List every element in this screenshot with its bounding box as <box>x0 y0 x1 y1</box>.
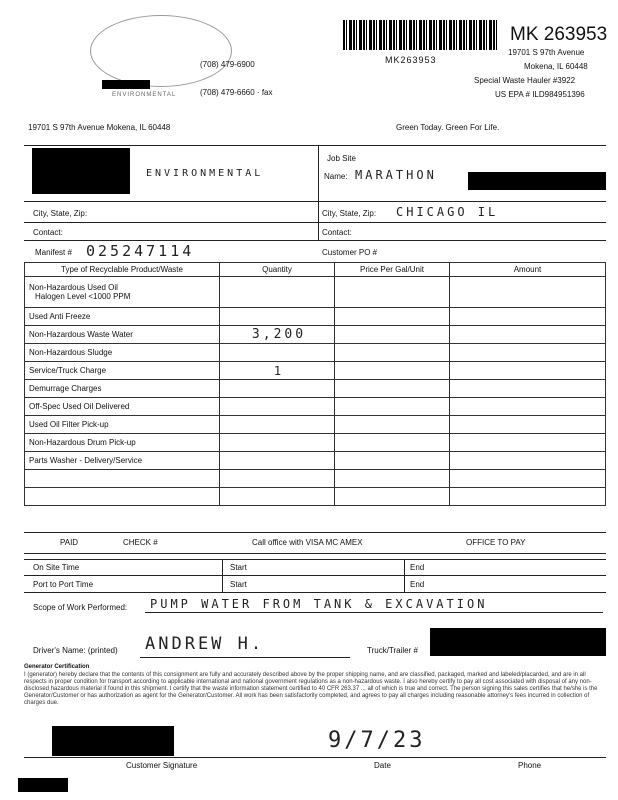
customer-signature-label: Customer Signature <box>126 761 198 770</box>
row-price <box>335 434 450 452</box>
divider <box>145 612 603 613</box>
table-row <box>25 434 606 452</box>
row-type: Used Anti Freeze <box>25 308 220 326</box>
certification-title: Generator Certification <box>24 664 90 670</box>
divider <box>24 757 606 758</box>
row-qty <box>220 277 335 308</box>
paid-label: PAID <box>60 538 79 547</box>
row-amount <box>450 326 606 344</box>
manifest-number: 025247114 <box>86 242 195 260</box>
driver-name: ANDREW H. <box>145 634 265 654</box>
address-city: Mokena, IL 60448 <box>524 62 588 71</box>
scope-label: Scope of Work Performed: <box>33 603 128 612</box>
divider <box>24 240 606 241</box>
divider <box>24 222 606 223</box>
row-qty: 3,200 <box>220 326 335 344</box>
logo-subtitle: ENVIRONMENTAL <box>112 92 177 98</box>
row-type-text: Non-Hazardous Used Oil <box>29 283 118 292</box>
row-price <box>335 380 450 398</box>
row-amount <box>450 488 606 506</box>
customer-po-label: Customer PO # <box>322 248 378 257</box>
redaction-block <box>18 778 68 792</box>
driver-label: Driver's Name: (printed) <box>33 646 118 655</box>
certification-text: I (generator) hereby declare that the contents of this consignment are fully and accurately described above by the proper shipping name, and are classified, packaged, marked and labeled/placarded, and are in all respects in proper condition for transport according to applicable international and national government regulations as a non-hazardous waste. I also hereby certify to pay all cost associated with disposal of any non-disclosed hazardous material if found in this shipment. I certify that the waste information statement certified to 40 CFR 263.37 ... all of which is true and correct. The person signing this sales certifies that he/she is the Generator/Customer or has authorization as agent for the Generator/Customer. All work has been satisfactorily completed, and agrees to pay all charges including reasonable attorney's fees incurred in collection of charges due. <box>24 672 598 706</box>
onsite-time-label: On Site Time <box>33 563 80 572</box>
fax-number: (708) 479-6660 · fax <box>200 88 273 97</box>
check-label: CHECK # <box>123 538 158 547</box>
customer-name: ENVIRONMENTAL <box>146 168 264 179</box>
office-to-pay-label: OFFICE TO PAY <box>466 538 526 547</box>
row-qty <box>220 398 335 416</box>
row-type: Non-Hazardous Sludge <box>25 344 220 362</box>
divider <box>140 657 350 658</box>
table-header-row <box>25 263 606 277</box>
onsite-end-label: End <box>410 563 425 572</box>
jobsite-title: Job Site <box>327 154 356 163</box>
date-label: Date <box>374 761 391 770</box>
divider <box>24 592 606 593</box>
port-end-label: End <box>410 580 425 589</box>
manifest-label: Manifest # <box>35 248 72 257</box>
table-row <box>25 326 606 344</box>
row-amount <box>450 380 606 398</box>
epa-number: US EPA # ILD984951396 <box>495 90 585 99</box>
barcode <box>343 20 498 50</box>
row-type: Non-Hazardous Waste Water <box>25 326 220 344</box>
col-amount-header: Amount <box>450 263 606 277</box>
redaction-block <box>102 80 150 89</box>
row-amount <box>450 434 606 452</box>
row-qty: 1 <box>220 362 335 380</box>
row-price <box>335 326 450 344</box>
row-price <box>335 362 450 380</box>
divider <box>318 145 319 240</box>
phone-number: (708) 479-6900 <box>200 60 255 69</box>
row-type <box>25 488 220 506</box>
col-type-header: Type of Recyclable Product/Waste <box>25 263 220 277</box>
redaction-block <box>32 148 130 194</box>
barcode-text: MK263953 <box>385 55 437 65</box>
row-amount <box>450 452 606 470</box>
tagline: Green Today. Green For Life. <box>396 123 500 132</box>
phone-label: Phone <box>518 761 542 770</box>
row-type <box>25 470 220 488</box>
row-amount <box>450 416 606 434</box>
truck-label: Truck/Trailer # <box>367 646 418 655</box>
row-qty <box>220 416 335 434</box>
customer-contact-label: Contact: <box>33 228 63 237</box>
row-price <box>335 277 450 308</box>
redaction-block <box>430 628 606 656</box>
row-price <box>335 398 450 416</box>
row-amount <box>450 277 606 308</box>
row-price <box>335 488 450 506</box>
table-row <box>25 308 606 326</box>
row-amount <box>450 308 606 326</box>
row-sub-text: Halogen Level <1000 PPM <box>35 292 131 301</box>
row-qty <box>220 308 335 326</box>
waste-table <box>24 262 606 506</box>
row-qty <box>220 488 335 506</box>
redaction-block <box>52 726 174 756</box>
row-type: Parts Washer - Delivery/Service <box>25 452 220 470</box>
row-qty <box>220 344 335 362</box>
date-value: 9/7/23 <box>328 728 426 753</box>
divider <box>24 575 606 576</box>
divider <box>24 559 606 560</box>
row-type: Demurrage Charges <box>25 380 220 398</box>
divider <box>24 553 606 554</box>
divider <box>24 532 606 533</box>
table-row <box>25 452 606 470</box>
address-street: 19701 S 97th Avenue <box>508 48 585 57</box>
row-price <box>335 344 450 362</box>
customer-city-label: City, State, Zip: <box>33 209 88 218</box>
row-qty <box>220 380 335 398</box>
row-amount <box>450 398 606 416</box>
row-price <box>335 308 450 326</box>
col-quantity-header: Quantity <box>220 263 335 277</box>
row-qty <box>220 434 335 452</box>
table-row <box>25 380 606 398</box>
jobsite-contact-label: Contact: <box>322 228 352 237</box>
table-row <box>25 362 606 380</box>
row-type: Non-Hazardous Drum Pick-up <box>25 434 220 452</box>
row-price <box>335 452 450 470</box>
row-qty <box>220 452 335 470</box>
row-type: Service/Truck Charge <box>25 362 220 380</box>
table-row <box>25 344 606 362</box>
table-row <box>25 398 606 416</box>
divider <box>24 145 606 146</box>
port-start-label: Start <box>230 580 247 589</box>
table-row <box>25 416 606 434</box>
jobsite-city: CHICAGO IL <box>396 205 499 219</box>
divider <box>404 559 405 592</box>
port-time-label: Port to Port Time <box>33 580 94 589</box>
divider <box>24 201 606 202</box>
table-row <box>25 277 606 308</box>
row-price <box>335 470 450 488</box>
row-amount <box>450 362 606 380</box>
table-row <box>25 470 606 488</box>
manifest-id: MK 263953 <box>510 24 608 45</box>
hauler-number: Special Waste Hauler #3922 <box>474 76 576 85</box>
redaction-block <box>468 172 606 190</box>
row-price <box>335 416 450 434</box>
divider <box>222 559 223 592</box>
row-amount <box>450 344 606 362</box>
company-logo-mark <box>90 15 232 87</box>
row-qty <box>220 470 335 488</box>
row-type: Used Oil Filter Pick-up <box>25 416 220 434</box>
call-office-label: Call office with VISA MC AMEX <box>252 538 363 547</box>
col-price-header: Price Per Gal/Unit <box>335 263 450 277</box>
onsite-start-label: Start <box>230 563 247 572</box>
return-address: 19701 S 97th Avenue Mokena, IL 60448 <box>28 123 171 132</box>
jobsite-name-label: Name: <box>324 172 348 181</box>
table-row <box>25 488 606 506</box>
scope-value: PUMP WATER FROM TANK & EXCAVATION <box>150 597 488 611</box>
jobsite-name: MARATHON <box>355 168 437 182</box>
row-type: Off-Spec Used Oil Delivered <box>25 398 220 416</box>
row-amount <box>450 470 606 488</box>
jobsite-city-label: City, State, Zip: <box>322 209 377 218</box>
row-type <box>25 277 220 308</box>
